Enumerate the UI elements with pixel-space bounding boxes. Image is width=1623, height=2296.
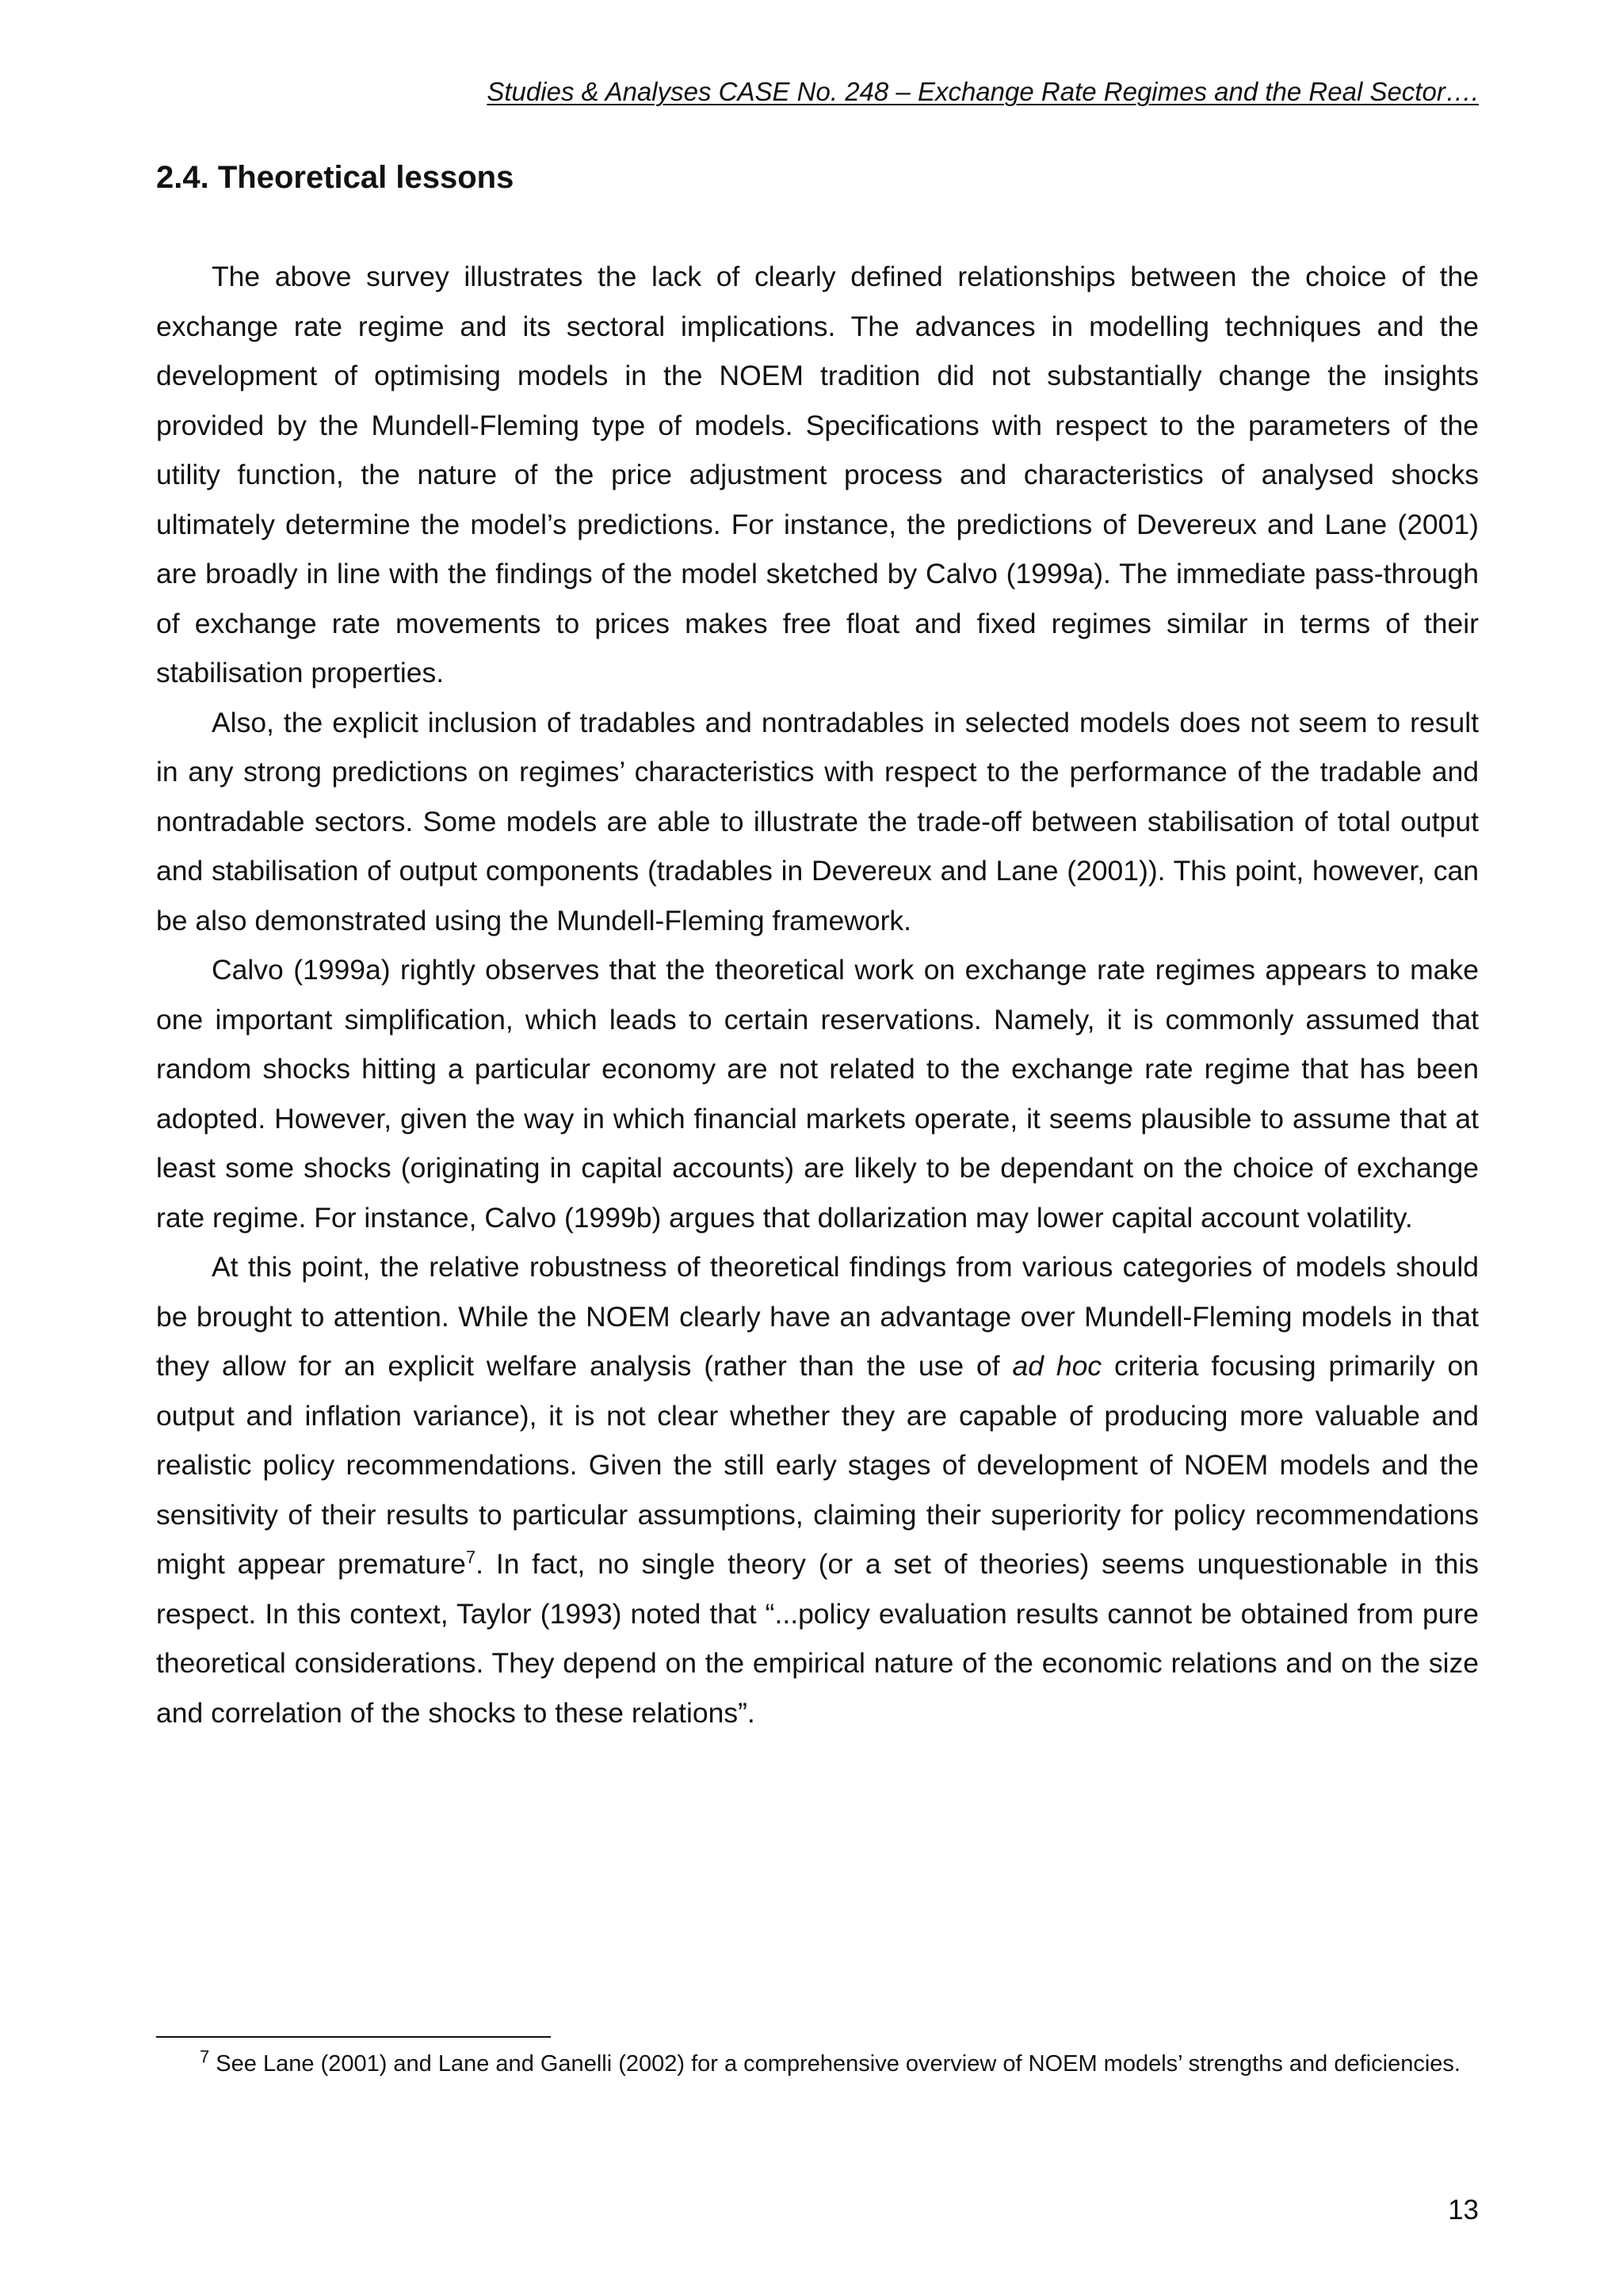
footnote-marker: 7 [200, 2046, 210, 2067]
paragraph-4-part-a: At this point, the relative robustness of theoretical findings from various categories of models should be brought to attention. While the NOEM clearly have an advantage over Mundell-Fleming models in that they allow for an explicit welfare analysis (rather than the use of [156, 1251, 1479, 1382]
paragraph-3: Calvo (1999a) rightly observes that the theoretical work on exchange rate regimes appears to make one important simplification, which leads to certain reservations. Namely, it is commonly assumed that random shocks hitting a particular economy are not related to the exchange rate regime that has been adopted. However, given the way in which financial markets operate, it seems plausible to assume that at least some shocks (originating in capital accounts) are likely to be dependant on the choice of exchange rate regime. For instance, Calvo (1999b) argues that dollarization may lower capital account volatility. [156, 954, 1479, 1234]
footnote-reference[interactable]: 7 [465, 1547, 476, 1568]
body-text [156, 252, 1479, 1737]
running-header: Studies & Analyses CASE No. 248 – Exchange Rate Regimes and the Real Sector…. [487, 77, 1479, 106]
footnote [156, 2047, 1479, 2081]
footnote-separator [156, 2036, 551, 2038]
paragraph-1: The above survey illustrates the lack of clearly defined relationships between the choice of the exchange rate regime and its sectoral implications. The advances in modelling techniques and the development of optimising models in the NOEM tradition did not substantially change the insights provided by the Mundell-Fleming type of models. Specifications with respect to the parameters of the utility function, the nature of the price adjustment process and characteristics of analysed shocks ultimately determine the model’s predictions. For instance, the predictions of Devereux and Lane (2001) are broadly in line with the findings of the model sketched by Calvo (1999a). The immediate pass-through of exchange rate movements to prices makes free float and fixed regimes similar in terms of their stabilisation properties. [156, 261, 1479, 688]
page-number: 13 [1448, 2195, 1479, 2225]
italic-ad-hoc: ad hoc [1012, 1350, 1102, 1382]
paragraph-4 [156, 1242, 1479, 1737]
footnote-text: See Lane (2001) and Lane and Ganelli (2002) for a comprehensive overview of NOEM models’ strengths and deficiencies. [209, 2051, 1461, 2077]
section-title: 2.4. Theoretical lessons [156, 160, 514, 195]
paragraph-2: Also, the explicit inclusion of tradables and nontradables in selected models does not seem to result in any strong predictions on regimes’ characteristics with respect to the performance of the tradable and nontradable sectors. Some models are able to illustrate the trade-off between stabilisation of total output and stabilisation of output components (tradables in Devereux and Lane (2001)). This point, however, can be also demonstrated using the Mundell-Fleming framework. [156, 706, 1479, 936]
paragraph-4-part-b: criteria focusing primarily on output and inflation variance), it is not clear whether they are capable of producing more valuable and realistic policy recommendations. Given the still early stages of development of NOEM models and the sensitivity of their results to particular assumptions, claiming their superiority for policy recommendations might appear premature [156, 1350, 1479, 1580]
paragraph-4-part-c: . In fact, no single theory (or a set of theories) seems unquestionable in this respect. In this context, Taylor (1993) noted that “...policy evaluation results cannot be obtained from pure theoretical considerations. They depend on the empirical nature of the economic relations and on the size and correlation of the shocks to these relations”. [156, 1548, 1479, 1729]
